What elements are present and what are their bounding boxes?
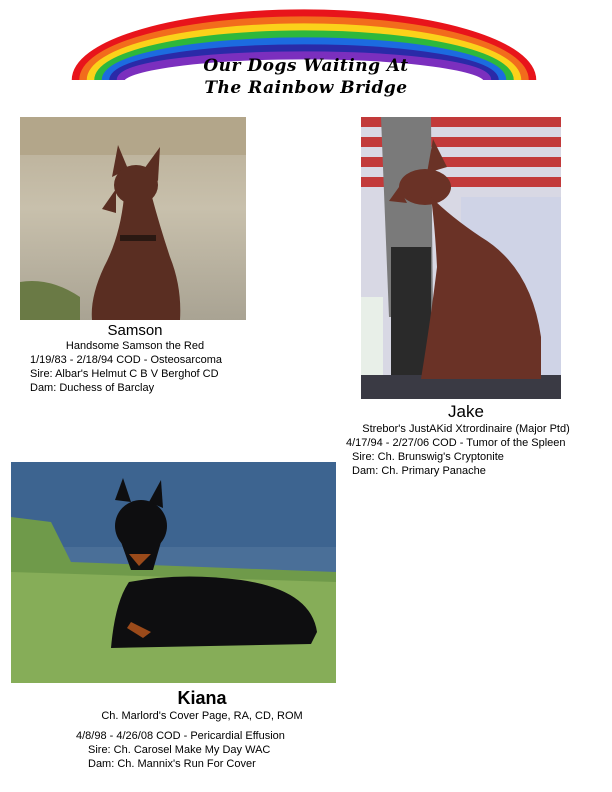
kiana-sire: Sire: Ch. Carosel Make My Day WAC: [88, 744, 271, 756]
page-title-line-2: The Rainbow Bridge: [204, 78, 408, 98]
samson-caption: [30, 322, 240, 395]
jake-caption: [346, 402, 586, 478]
jake-dam: Dam: Ch. Primary Panache: [352, 465, 486, 477]
kiana-caption: [72, 688, 332, 771]
jake-name: Jake: [448, 402, 484, 421]
jake-dates-cod: 4/17/94 - 2/27/06 COD - Tumor of the Spleen: [346, 437, 566, 449]
samson-sire: Sire: Albar's Helmut C B V Berghof CD: [30, 368, 219, 380]
samson-photo: [20, 117, 246, 320]
kiana-registered-name: Ch. Marlord's Cover Page, RA, CD, ROM: [101, 710, 303, 722]
jake-photo: [361, 117, 561, 399]
kiana-name: Kiana: [177, 688, 227, 708]
kiana-dam: Dam: Ch. Mannix's Run For Cover: [88, 758, 256, 770]
samson-registered-name: Handsome Samson the Red: [65, 340, 205, 352]
samson-dates-cod: 1/19/83 - 2/18/94 COD - Osteosarcoma: [30, 354, 222, 366]
jake-sire: Sire: Ch. Brunswig's Cryptonite: [352, 451, 504, 463]
kiana-photo: [11, 462, 336, 683]
kiana-dates-cod: 4/8/98 - 4/26/08 COD - Pericardial Effusion: [76, 730, 285, 742]
samson-dam: Dam: Duchess of Barclay: [30, 382, 155, 394]
jake-registered-name: Strebor's JustAKid Xtrordinaire (Major Ptd): [362, 423, 570, 435]
page-title-line-1: Our Dogs Waiting At: [203, 56, 409, 76]
samson-name: Samson: [107, 322, 163, 339]
